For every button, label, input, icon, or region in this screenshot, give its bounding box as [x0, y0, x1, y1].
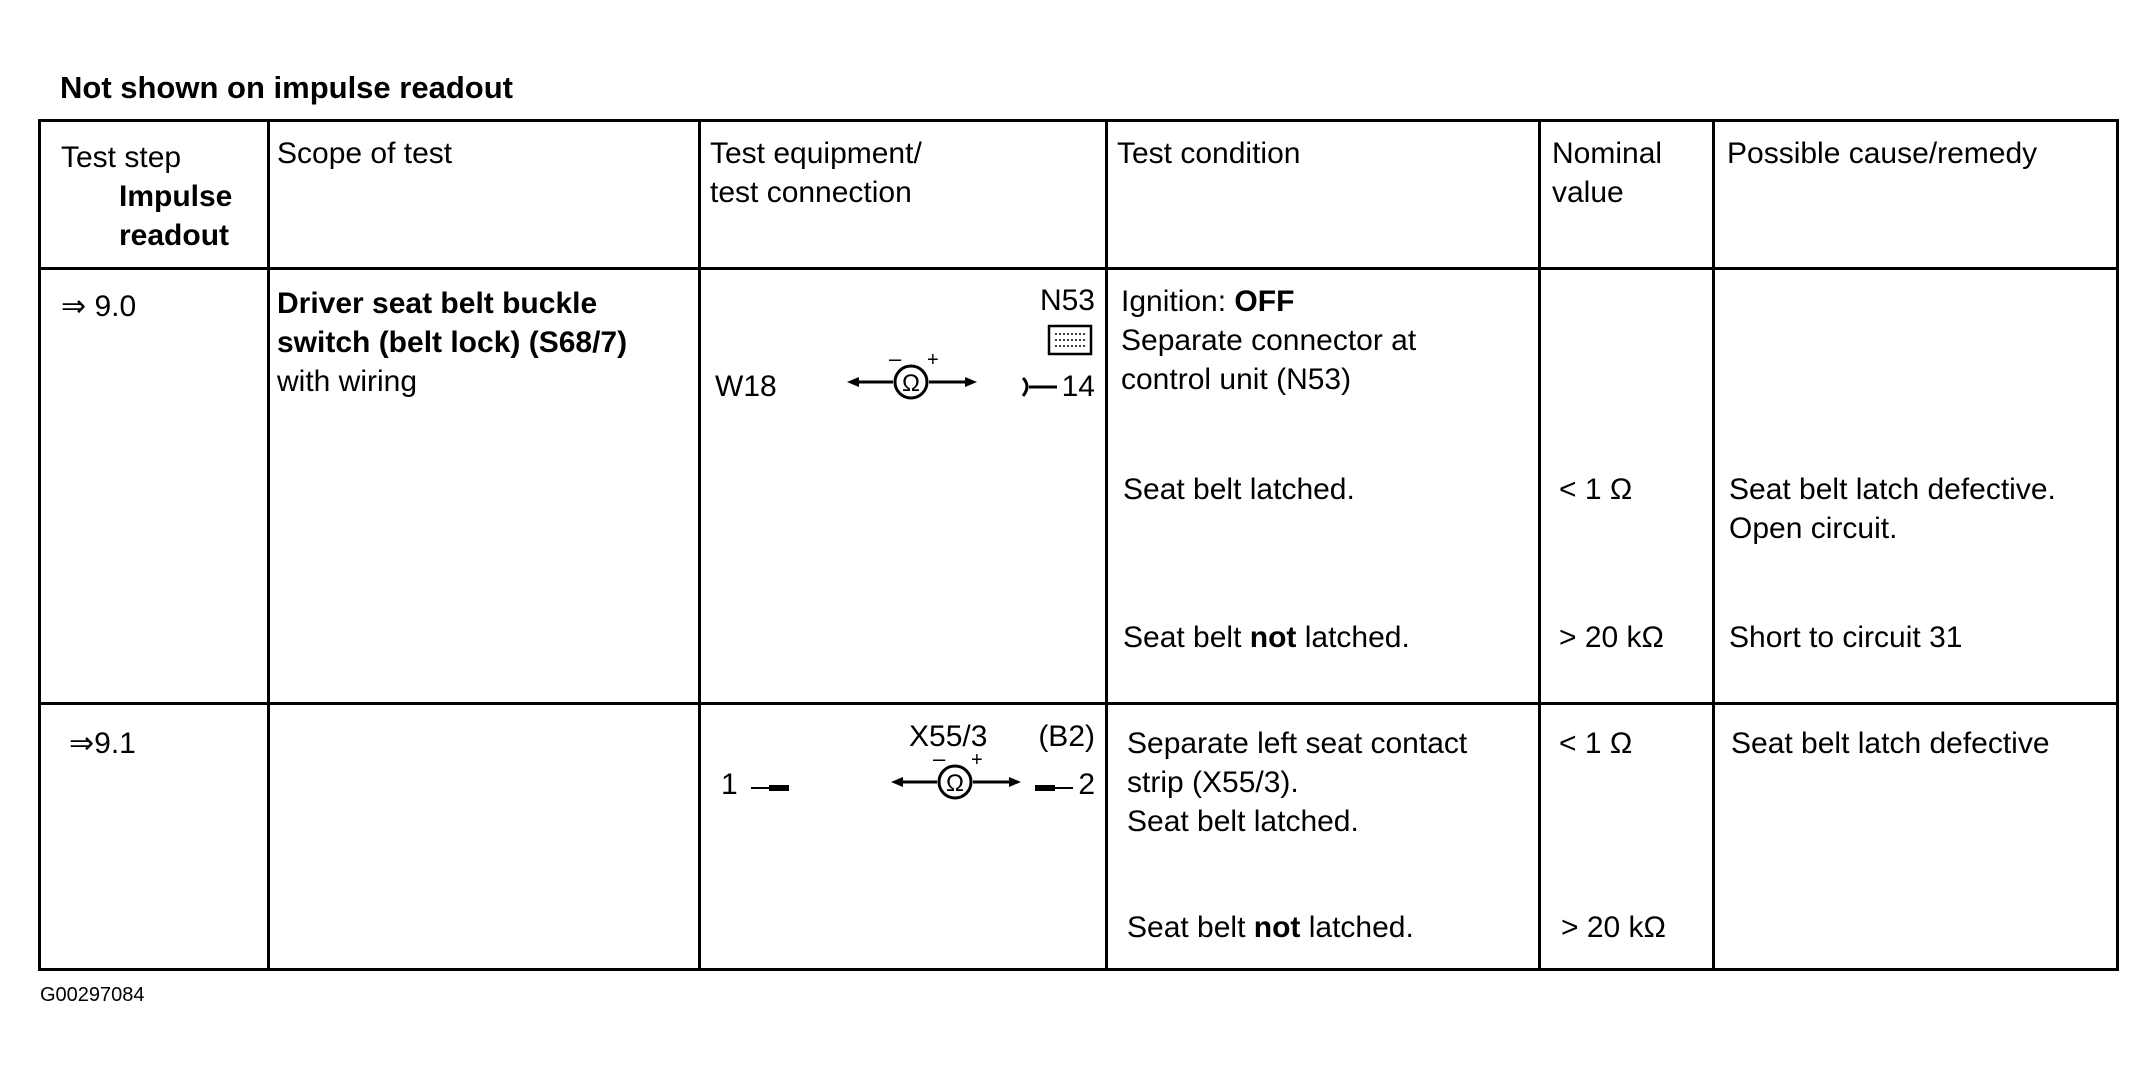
- row2-condition-setup: Separate left seat contact strip (X55/3). Seat belt latched.: [1127, 727, 1468, 838]
- row1-scope: Driver seat belt buckle switch (belt lock) (S68/7) with wiring: [277, 287, 628, 398]
- column-divider: [1105, 122, 1108, 968]
- header-nominal: Nominal value: [1552, 137, 1663, 209]
- column-divider: [698, 122, 701, 968]
- row2-nominal-latched: < 1 Ω: [1559, 727, 1633, 760]
- wire-left-icon: [749, 778, 793, 798]
- column-divider: [267, 122, 270, 968]
- row1-condition-not-latched: Seat belt not latched.: [1123, 621, 1410, 654]
- pin-14-label: 14: [1061, 370, 1095, 403]
- row2-step: ⇒9.1: [69, 727, 136, 760]
- connector-socket-icon: [1019, 372, 1059, 402]
- row2-nominal-not-latched: > 20 kΩ: [1561, 911, 1666, 944]
- svg-text:–: –: [889, 354, 902, 371]
- pin-2-label: 2: [1078, 768, 1095, 801]
- svg-text:+: +: [971, 754, 983, 771]
- b2-label: (B2): [1038, 720, 1095, 753]
- row1-condition-setup: Ignition: OFF Separate connector at control unit (N53): [1121, 285, 1417, 396]
- ohmmeter-icon: [843, 354, 983, 404]
- row1-remedy-not-latched: Short to circuit 31: [1729, 621, 1963, 654]
- row1-nominal-not-latched: > 20 kΩ: [1559, 621, 1664, 654]
- pin-1-label: 1: [721, 768, 738, 801]
- n53-label: N53: [1039, 284, 1095, 317]
- figure-id: G00297084: [40, 984, 145, 1006]
- column-divider: [1712, 122, 1715, 968]
- wire-right-icon: [1031, 778, 1075, 798]
- row2-equipment-diagram: [703, 710, 1103, 820]
- row2-condition-not-latched: Seat belt not latched.: [1127, 911, 1414, 944]
- header-condition: Test condition: [1117, 137, 1301, 170]
- header-test-step: Test step Impulse readout: [61, 141, 233, 252]
- column-divider: [1538, 122, 1541, 968]
- header-remedy: Possible cause/remedy: [1727, 137, 2038, 170]
- w18-label: W18: [715, 370, 777, 403]
- header-scope: Scope of test: [277, 137, 453, 170]
- row1-step: ⇒ 9.0: [61, 290, 137, 323]
- row1-remedy-latched: Seat belt latch defective. Open circuit.: [1729, 473, 2056, 545]
- control-unit-icon: [1047, 324, 1093, 356]
- svg-text:+: +: [927, 354, 939, 371]
- x55-label: X55/3: [909, 720, 988, 753]
- ohmmeter-icon: [887, 754, 1027, 804]
- row-divider: [41, 267, 2116, 270]
- row-divider: [41, 702, 2116, 705]
- test-table: [38, 119, 2119, 971]
- svg-text:–: –: [933, 754, 946, 771]
- row2-remedy: Seat belt latch defective: [1731, 727, 2050, 760]
- row1-condition-latched: Seat belt latched.: [1123, 473, 1355, 506]
- row1-equipment-diagram: [703, 274, 1103, 424]
- header-equipment: Test equipment/ test connection: [710, 137, 922, 209]
- page-title: Not shown on impulse readout: [60, 70, 513, 105]
- svg-text:Ω: Ω: [946, 770, 964, 797]
- svg-text:Ω: Ω: [902, 370, 920, 397]
- row1-nominal-latched: < 1 Ω: [1559, 473, 1633, 506]
